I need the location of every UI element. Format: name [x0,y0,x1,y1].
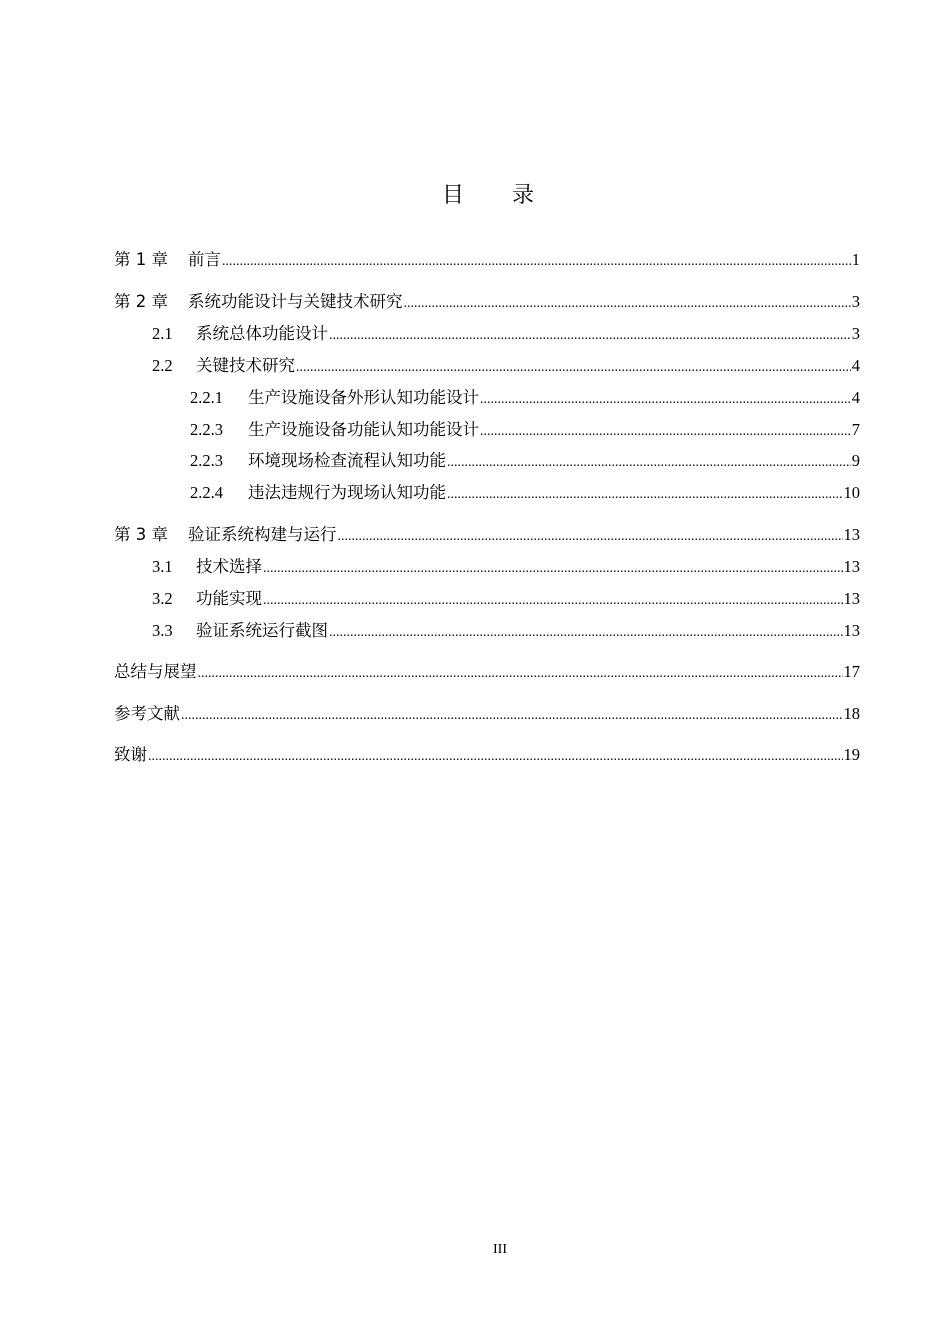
toc-entry-page: 1 [851,250,860,269]
toc-entry-label: 环境现场检查流程认知功能 [248,451,446,470]
toc-entry-label: 技术选择 [196,557,262,576]
toc-entry-label: 总结与展望 [114,662,197,681]
toc-leader-dots [263,590,843,612]
toc-entry-page: 19 [843,745,860,764]
toc-entry-number: 第 3 章 [114,525,168,544]
toc-entry-chapter-2[interactable] [114,291,860,315]
toc-title-char-1: 目 [441,183,464,208]
toc-entry-page: 9 [851,451,860,470]
toc-entry-chapter-1[interactable] [114,249,860,273]
toc-entry-acknowledgements[interactable] [114,744,860,768]
toc-entry-label: 验证系统运行截图 [196,621,328,640]
toc-entry-page: 13 [843,589,860,608]
toc-entry-page: 18 [843,704,860,723]
toc-leader-dots [181,705,843,727]
toc-entry-label: 系统总体功能设计 [196,324,328,343]
toc-entry-page: 3 [851,292,860,311]
toc-leader-dots [404,293,851,315]
toc-entry-section-3-2[interactable] [114,588,860,612]
toc-entry-subsection-2-2-1[interactable] [114,387,860,411]
toc-leader-dots [198,663,843,685]
toc-leader-dots [222,251,851,273]
page-number: III [493,1242,507,1257]
toc-entry-page: 4 [851,356,860,375]
toc-entry-number: 3.3 [152,621,173,640]
toc-entry-section-2-1[interactable] [114,323,860,347]
toc-entry-page: 10 [843,483,860,502]
toc-entry-page: 7 [851,420,860,439]
toc-leader-dots [263,558,843,580]
toc-entry-page: 4 [851,388,860,407]
toc-entry-chapter-3[interactable] [114,524,860,548]
toc-entry-references[interactable] [114,703,860,727]
toc-entry-label: 参考文献 [114,704,180,723]
toc-entry-subsection-2-2-3b[interactable] [114,450,860,474]
toc-entry-label: 违法违规行为现场认知功能 [248,483,446,502]
toc-entry-page: 17 [843,662,860,681]
toc-entry-label: 验证系统构建与运行 [188,525,337,544]
toc-entry-summary[interactable] [114,661,860,685]
toc-leader-dots [447,452,851,474]
toc-entry-page: 13 [843,621,860,640]
toc-entry-number: 2.2.1 [190,388,223,407]
toc-entry-label: 生产设施设备外形认知功能设计 [248,388,479,407]
toc-entry-number: 2.2.3 [190,451,223,470]
toc-entry-section-3-3[interactable] [114,620,860,644]
toc-entry-label: 生产设施设备功能认知功能设计 [248,420,479,439]
toc-entry-number: 2.2.3 [190,420,223,439]
toc-entry-page: 3 [851,324,860,343]
toc-leader-dots [480,389,851,411]
toc-entry-page: 13 [843,557,860,576]
toc-leader-dots [329,325,851,347]
toc-entry-label: 系统功能设计与关键技术研究 [188,292,403,311]
toc-entry-section-3-1[interactable] [114,556,860,580]
toc-entry-number: 第 2 章 [114,292,168,311]
toc-entry-subsection-2-2-4[interactable] [114,482,860,506]
toc-entry-label: 关键技术研究 [196,356,295,375]
toc-leader-dots [447,484,843,506]
toc-entry-number: 3.2 [152,589,173,608]
toc-entry-label: 功能实现 [196,589,262,608]
toc-leader-dots [338,526,843,548]
toc-leader-dots [296,357,851,379]
toc-leader-dots [148,746,843,768]
toc-entry-number: 第 1 章 [114,250,168,269]
toc-entry-section-2-2[interactable] [114,355,860,379]
toc-entry-label: 前言 [188,250,221,269]
toc-title [0,178,950,209]
toc-entry-number: 2.2.4 [190,483,223,502]
toc-leader-dots [329,622,843,644]
toc-entry-number: 2.1 [152,324,173,343]
toc-entry-number: 2.2 [152,356,173,375]
toc-entry-page: 13 [843,525,860,544]
toc-entry-subsection-2-2-3a[interactable] [114,419,860,443]
toc-leader-dots [480,421,851,443]
toc-title-char-2: 录 [512,183,535,208]
toc-entry-number: 3.1 [152,557,173,576]
toc-entry-label: 致谢 [114,745,147,764]
